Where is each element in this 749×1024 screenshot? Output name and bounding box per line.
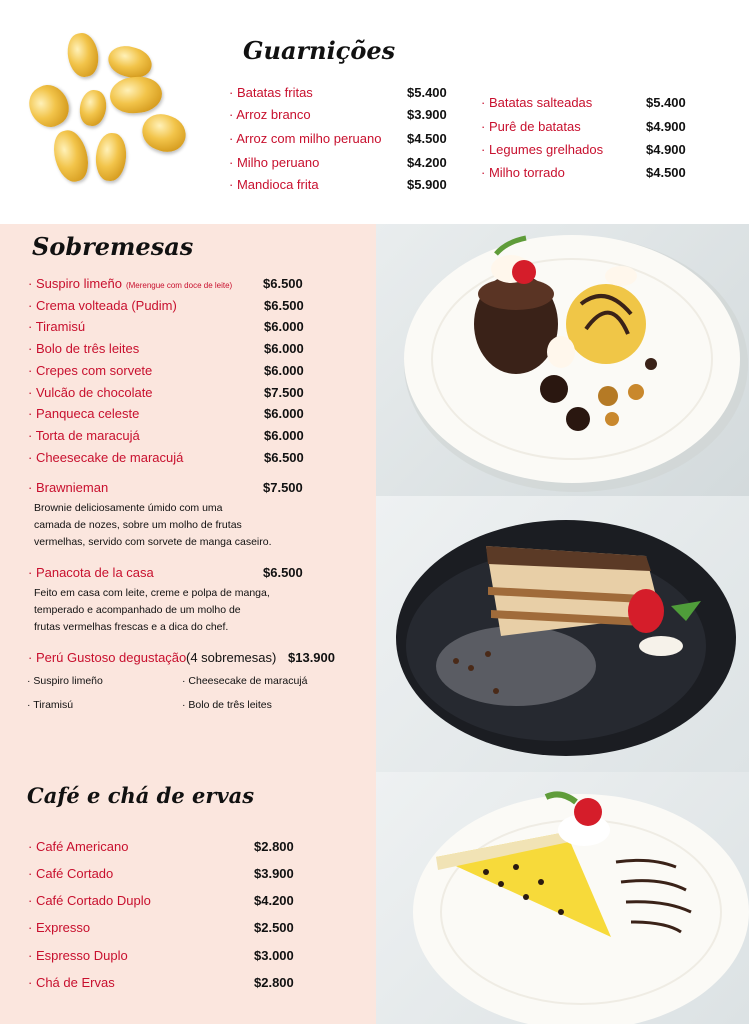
side-dish-name: · Legumes grelhados [481,142,604,157]
panacota-name: · Panacota de la casa [28,565,154,580]
side-dish-name: · Milho peruano [229,155,320,170]
dessert-item [28,276,232,291]
cafe-item-name: · Café Cortado Duplo [28,893,151,908]
dessert-price: $6.000 [264,363,304,378]
dessert-name: · Torta de maracujá [28,428,140,443]
cafe-item-name: · Espresso Duplo [28,948,128,963]
side-dish-price: $4.500 [407,131,447,146]
cafe-item-name: · Expresso [28,920,91,935]
side-dish-price: $3.900 [407,107,447,122]
cafe-item-price: $2.800 [254,839,294,854]
side-dish-name: · Milho torrado [481,165,565,180]
side-dish-price: $5.400 [407,85,447,100]
brawnieman-price: $7.500 [263,480,303,495]
dessert-price: $6.500 [263,276,303,291]
degustacao-price: $13.900 [288,650,335,665]
side-dish-name: · Arroz branco [229,107,311,122]
dessert-price: $6.000 [264,341,304,356]
dessert-name: · Crema volteada (Pudim) [28,298,177,313]
corn-image [20,25,210,195]
passion-fruit-tart-photo [376,772,749,1024]
side-dish-price: $4.900 [646,142,686,157]
dessert-price: $6.500 [264,298,304,313]
dessert-note: (Merengue com doce de leite) [125,281,233,290]
side-dish-name: · Batatas salteadas [481,95,593,110]
side-dish-price: $4.200 [407,155,447,170]
side-dish-price: $4.900 [646,119,686,134]
panacota-description: Feito em casa com leite, creme e polpa de manga, temperado e acompanhado de um molho de frutas vermelhas frescas e a dica do chef. [34,587,270,633]
dessert-name: · Crepes com sorvete [28,363,153,378]
dessert-item [28,385,153,400]
dessert-price: $7.500 [264,385,304,400]
cafe-title: Café e chá de ervas [27,783,255,808]
dessert-name: · Suspiro limeño [28,276,122,291]
dessert-name: · Cheesecake de maracujá [28,450,184,465]
side-dish-price: $4.500 [646,165,686,180]
dessert-item [28,319,85,334]
dessert-name: · Tiramisú [28,319,86,334]
brawnieman-description: Brownie deliciosamente úmido com uma camada de nozes, sobre um molho de frutas vermelhas, servido com sorvete de manga caseiro. [34,502,272,548]
side-dish-name: · Batatas fritas [229,85,313,100]
degustacao-sub-4: · Bolo de três leites [182,699,272,711]
cafe-item-price: $3.900 [254,866,294,881]
sobremesas-title: Sobremesas [32,232,194,261]
guarnicoes-title: Guarnições [243,36,396,65]
brawnieman-name: · Brawnieman [28,480,109,495]
tiramisu-photo [376,496,749,772]
dessert-name: · Panqueca celeste [28,406,140,421]
cafe-item-name: · Café Cortado [28,866,114,881]
dessert-item [28,298,177,313]
side-dish-price: $5.400 [646,95,686,110]
side-dish-name: · Mandioca frita [229,177,319,192]
cafe-item-price: $2.800 [254,975,294,990]
degustacao-sub-3: · Tiramisú [27,699,74,711]
dessert-item [28,428,140,443]
dessert-price: $6.000 [264,319,304,334]
degustacao-sub-1: · Suspiro limeño [27,675,103,687]
panacota-price: $6.500 [263,565,303,580]
side-dish-price: $5.900 [407,177,447,192]
cafe-item-price: $4.200 [254,893,294,908]
dessert-price: $6.000 [264,406,304,421]
cafe-item-name: · Chá de Ervas [28,975,115,990]
degustacao-sub-2: · Cheesecake de maracujá [182,675,308,687]
cafe-item-price: $2.500 [254,920,294,935]
dessert-item [28,450,183,465]
side-dish-name: · Arroz com milho peruano [229,131,382,146]
dessert-name: · Bolo de três leites [28,341,140,356]
chocolate-volcano-photo [376,224,749,496]
degustacao-qty: (4 sobremesas) [186,650,277,665]
cafe-item-price: $3.000 [254,948,294,963]
dessert-name: · Vulcão de chocolate [28,385,153,400]
dessert-price: $6.000 [264,428,304,443]
degustacao-name: · Perú Gustoso degustação [28,650,187,665]
dessert-price: $6.500 [264,450,304,465]
cafe-item-name: · Café Americano [28,839,129,854]
dessert-item [28,341,139,356]
side-dish-name: · Purê de batatas [481,119,581,134]
dessert-item [28,363,152,378]
dessert-item [28,406,139,421]
